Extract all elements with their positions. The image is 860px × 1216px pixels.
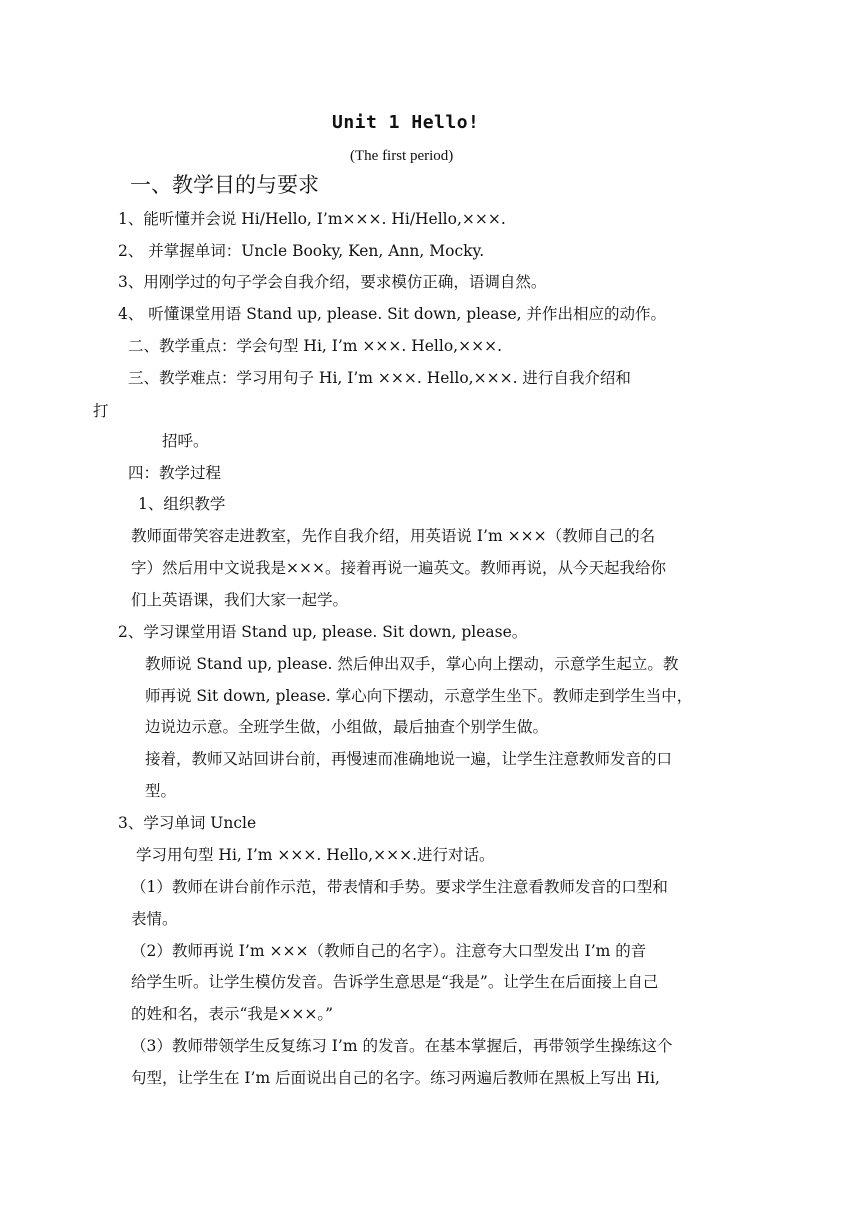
section-heading-key-points: 二、教学重点：学会句型 Hi, I’m ×××. Hello,×××. <box>128 337 502 355</box>
text-line: 型。 <box>145 782 177 800</box>
text-line: 打 <box>93 402 109 420</box>
text-line: 表情。 <box>131 910 178 928</box>
text-line: 3、用刚学过的句子学会自我介绍，要求模仿正确，语调自然。 <box>118 273 547 291</box>
text-line: 师再说 Sit down, please. 掌心向下摆动，示意学生坐下。教师走到学生当中， <box>145 687 693 705</box>
doc-subtitle: (The first period) <box>350 148 454 164</box>
text-line: （2）教师再说 I’m ×××（教师自己的名字）。注意夸大口型发出 I’m 的音 <box>131 942 647 960</box>
text-line: （3）教师带领学生反复练习 I’m 的发音。在基本掌握后，再带领学生操练这个 <box>131 1037 673 1055</box>
text-line: 的姓和名，表示“我是×××。” <box>131 1005 334 1023</box>
text-line: 边说边示意。全班学生做，小组做，最后抽查个别学生做。 <box>145 718 549 736</box>
text-line: 字）然后用中文说我是×××。接着再说一遍英文。教师再说，从今天起我给你 <box>131 559 666 577</box>
text-line: 们上英语课，我们大家一起学。 <box>131 591 349 609</box>
text-line: 句型，让学生在 I’m 后面说出自己的名字。练习两遍后教师在黑板上写出 Hi, <box>131 1069 660 1087</box>
text-line: 2、 并掌握单词：Uncle Booky, Ken, Ann, Mocky. <box>118 242 485 260</box>
text-line: 教师面带笑容走进教室，先作自我介绍，用英语说 I’m ×××（教师自己的名 <box>131 527 656 545</box>
text-line: 招呼。 <box>162 432 209 450</box>
text-line: （1）教师在讲台前作示范，带表情和手势。要求学生注意看教师发音的口型和 <box>131 878 668 896</box>
step-heading: 1、组织教学 <box>138 495 226 513</box>
section-heading-objectives: 一、教学目的与要求 <box>130 173 319 197</box>
step-heading: 3、学习单词 Uncle <box>118 814 257 832</box>
text-line: 教师说 Stand up, please. 然后伸出双手，掌心向上摆动，示意学生起立。教 <box>145 655 679 673</box>
text-line: 4、 听懂课堂用语 Stand up, please. Sit down, please, 并作出相应的动作。 <box>118 305 667 323</box>
section-heading-process: 四：教学过程 <box>128 464 222 482</box>
text-line: 学习用句型 Hi, I’m ×××. Hello,×××.进行对话。 <box>136 846 495 864</box>
section-heading-difficulties: 三、教学难点：学习用句子 Hi, I’m ×××. Hello,×××. 进行自我介绍和 <box>128 369 631 387</box>
text-line: 给学生听。让学生模仿发音。告诉学生意思是“我是”。让学生在后面接上自己 <box>131 973 659 991</box>
step-heading: 2、学习课堂用语 Stand up, please. Sit down, please。 <box>118 623 528 641</box>
text-line: 接着，教师又站回讲台前，再慢速而准确地说一遍，让学生注意教师发音的口 <box>145 750 673 768</box>
text-line: 1、能听懂并会说 Hi/Hello, I’m×××. Hi/Hello,×××. <box>118 210 506 228</box>
doc-title: Unit 1 Hello! <box>332 112 480 133</box>
